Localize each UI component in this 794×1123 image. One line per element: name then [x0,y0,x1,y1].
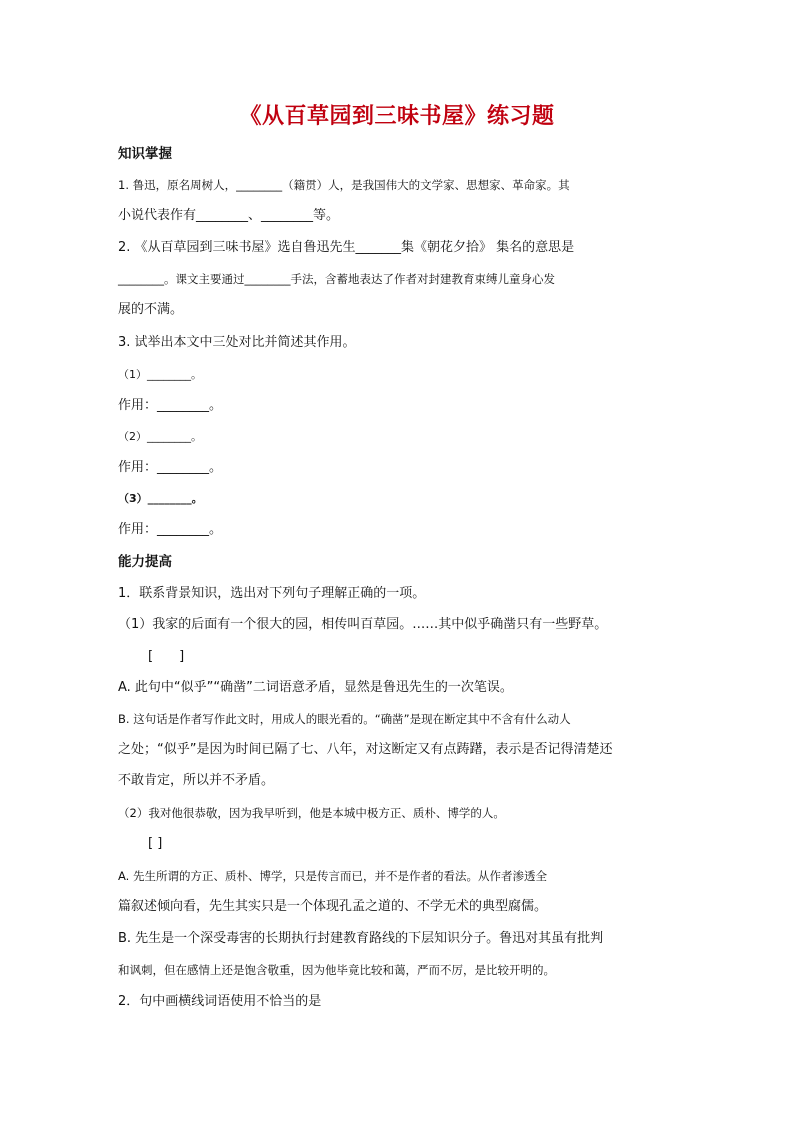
knowledge-q2-line1: 2. 《从百草园到三味书屋》选自鲁迅先生_______集《朝花夕拾》 集名的意思是 [118,240,575,255]
sentence1-option-b-line1: B. 这句话是作者写作此文时，用成人的眼光看的。“确凿”是现在断定其中不含有什么动人 [118,712,571,726]
comparison-effect-2: 作用：________。 [118,460,223,475]
answer-bracket-2: [ ] [148,836,163,851]
sentence2-option-a-line1: A. 先生所谓的方正、质朴、博学，只是传言而已，并不是作者的看法。从作者渗透全 [118,869,547,883]
sentence2-option-a-line2: 篇叙述倾向看，先生其实只是一个体现孔孟之道的、不学无术的典型腐儒。 [118,899,548,914]
comparison-effect-3: 作用：________。 [118,522,223,537]
ability-q1-sentence2: （2）我对他很恭敬，因为我早听到，他是本城中极方正、质朴、博学的人。 [118,806,505,820]
knowledge-q1-line1: 1. 鲁迅，原名周树人，________（籍贯）人，是我国伟大的文学家、思想家、革命家。其 [118,178,570,192]
comparison-item-2: （2）________。 [118,430,202,443]
ability-q1: 1．联系背景知识，选出对下列句子理解正确的一项。 [118,586,426,601]
page-title: 《从百草园到三味书屋》练习题 [239,103,555,129]
ability-q2: 2．句中画横线词语使用不恰当的是 [118,994,322,1009]
knowledge-q3: 3. 试举出本文中三处对比并简述其作用。 [118,335,356,350]
sentence1-option-b-line2: 之处；“似乎”是因为时间已隔了七、八年，对这断定又有点踌躇，表示是否记得清楚还 [118,742,613,757]
comparison-item-3: （3）________。 [118,492,203,505]
comparison-item-1: （1）________。 [118,368,202,381]
sentence2-option-b-line2: 和讽刺，但在感情上还是饱含敬重，因为他毕竟比较和蔼，严而不厉，是比较开明的。 [118,963,555,977]
sentence1-option-b-line3: 不敢肯定，所以并不矛盾。 [118,773,275,788]
comparison-effect-1: 作用：________。 [118,398,223,413]
knowledge-q2-line2: ________。课文主要通过________手法，含蓄地表达了作者对封建教育束缚儿童身心发 [118,272,555,286]
knowledge-q2-line3: 展的不满。 [118,302,184,317]
sentence2-option-b-line1: B. 先生是一个深受毒害的长期执行封建教育路线的下层知识分子。鲁迅对其虽有批判 [118,931,604,946]
section-heading-knowledge: 知识掌握 [118,146,172,162]
section-heading-ability: 能力提高 [118,554,172,570]
sentence1-option-a: A. 此句中“似乎”“确凿”二词语意矛盾，显然是鲁迅先生的一次笔误。 [118,680,513,695]
knowledge-q1-line2: 小说代表作有________、________等。 [118,208,340,223]
ability-q1-sentence1: （1）我家的后面有一个很大的园，相传叫百草园。……其中似乎确凿只有一些野草。 [118,617,608,632]
answer-bracket-1: [ ] [148,649,185,664]
